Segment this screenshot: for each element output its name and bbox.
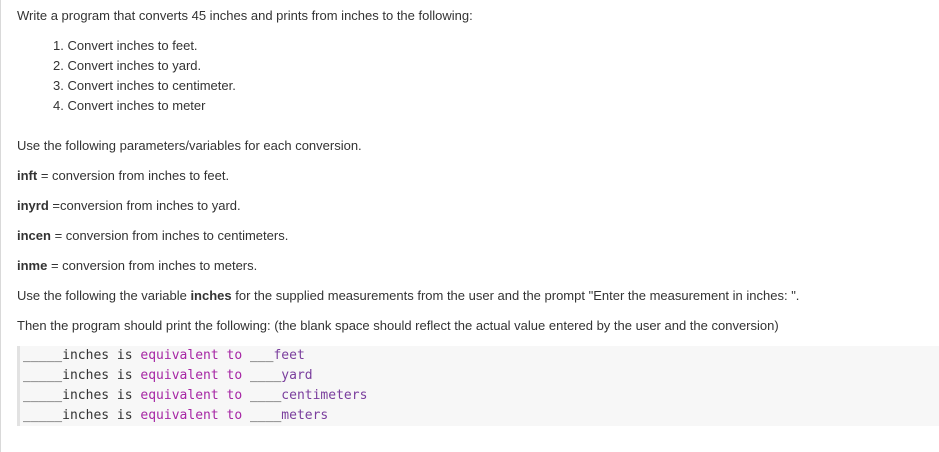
list-number: 4.	[53, 98, 64, 113]
code-line	[23, 347, 305, 365]
list-number: 1.	[53, 38, 64, 53]
use-variable-before: Use the following the variable	[17, 288, 191, 303]
code-line	[23, 387, 367, 405]
list-number: 3.	[53, 78, 64, 93]
list-text: Convert inches to centimeter.	[67, 78, 236, 93]
param-name: incen	[17, 228, 51, 243]
list-text: Convert inches to feet.	[67, 38, 198, 53]
code-line	[23, 367, 313, 385]
code-unit: feet	[273, 348, 305, 363]
param-desc: = conversion from inches to centimeters.	[50, 228, 289, 243]
param-line	[17, 198, 241, 214]
use-variable-text	[17, 288, 799, 304]
code-lead: _____inches is	[23, 408, 141, 423]
code-keyword: equivalent to	[140, 388, 243, 403]
code-unit: centimeters	[281, 388, 368, 403]
code-keyword: equivalent to	[140, 368, 243, 383]
code-lead: _____inches is	[23, 348, 141, 363]
code-blank: ____	[242, 368, 282, 383]
code-keyword: equivalent to	[140, 408, 243, 423]
param-name: inyrd	[17, 198, 49, 213]
param-desc: = conversion from inches to meters.	[47, 258, 258, 273]
code-blank: ___	[242, 348, 274, 363]
code-line	[23, 407, 328, 425]
param-name: inft	[17, 168, 38, 183]
list-item	[53, 78, 236, 94]
params-intro: Use the following parameters/variables for each conversion.	[17, 138, 362, 153]
list-item	[53, 98, 205, 114]
intro-text: Write a program that converts 45 inches and prints from inches to the following:	[17, 8, 473, 23]
code-lead: _____inches is	[23, 368, 141, 383]
param-desc: = conversion from inches to feet.	[37, 168, 230, 183]
code-blank: ____	[242, 388, 282, 403]
code-unit: yard	[281, 368, 313, 383]
list-item	[53, 38, 198, 54]
code-keyword: equivalent to	[140, 348, 243, 363]
code-block	[17, 346, 939, 426]
param-desc: =conversion from inches to yard.	[48, 198, 241, 213]
param-line	[17, 168, 229, 184]
list-text: Convert inches to yard.	[67, 58, 202, 73]
list-item	[53, 58, 201, 74]
then-print-text: Then the program should print the following: (the blank space should reflect the actual value entered by the user and the conversion)	[17, 318, 779, 333]
use-variable-after: for the supplied measurements from the user and the prompt "Enter the measurement in inches: ".	[231, 288, 800, 303]
code-blank: ____	[242, 408, 282, 423]
code-unit: meters	[281, 408, 329, 423]
code-lead: _____inches is	[23, 388, 141, 403]
use-variable-name: inches	[190, 288, 232, 303]
param-line	[17, 258, 257, 274]
param-line	[17, 228, 288, 244]
param-name: inme	[17, 258, 48, 273]
list-number: 2.	[53, 58, 64, 73]
list-text: Convert inches to meter	[67, 98, 206, 113]
